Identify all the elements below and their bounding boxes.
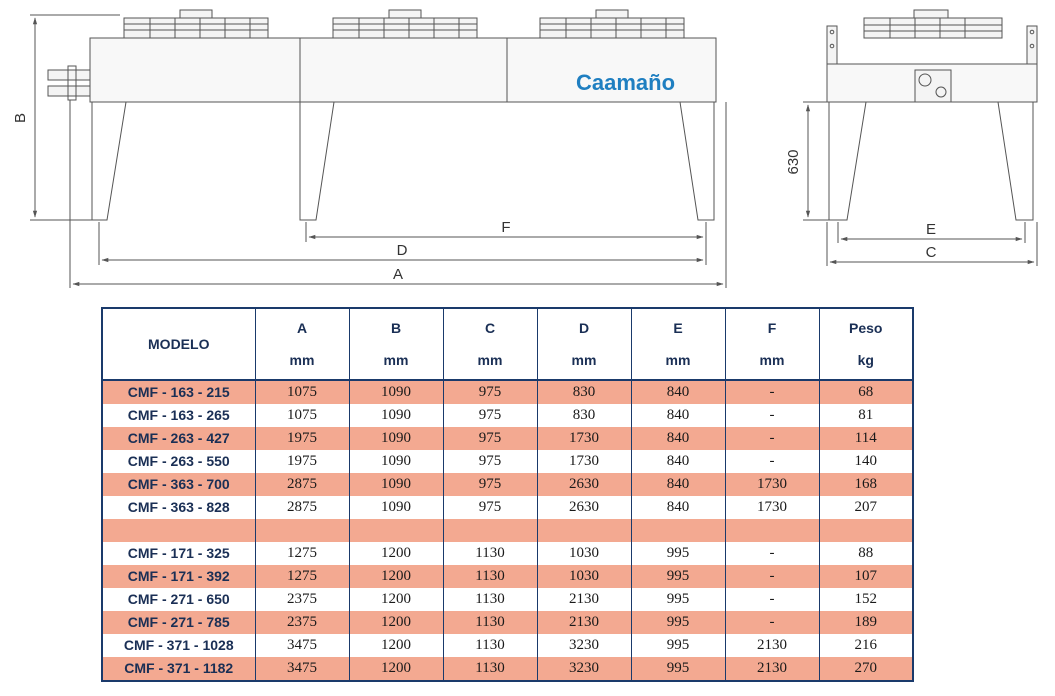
value-cell: 830	[537, 404, 631, 427]
value-cell: 1730	[725, 473, 819, 496]
leg	[92, 102, 126, 220]
header-label: C	[484, 320, 496, 336]
side-view	[803, 10, 1037, 266]
value-cell: 2630	[537, 473, 631, 496]
value-cell: 1130	[443, 565, 537, 588]
value-cell: 1200	[349, 565, 443, 588]
value-cell: 168	[819, 473, 913, 496]
header-b	[349, 308, 443, 380]
table-body	[102, 380, 913, 681]
value-cell: 140	[819, 450, 913, 473]
dim-label-c: C	[925, 244, 937, 261]
value-cell	[631, 519, 725, 542]
value-cell: 830	[537, 380, 631, 404]
header-f	[725, 308, 819, 380]
value-cell	[819, 519, 913, 542]
brand-logo: Caamaño	[576, 70, 676, 95]
value-cell: 1030	[537, 565, 631, 588]
value-cell: 1130	[443, 588, 537, 611]
pipe-connection	[48, 86, 90, 96]
table-row	[102, 542, 913, 565]
header-peso	[819, 308, 913, 380]
header-label: MODELO	[148, 336, 210, 352]
value-cell: 2130	[537, 611, 631, 634]
value-cell	[537, 519, 631, 542]
value-cell	[725, 519, 819, 542]
table-row	[102, 496, 913, 519]
model-cell: CMF - 371 - 1182	[102, 657, 255, 681]
table-row	[102, 380, 913, 404]
header-unit: mm	[665, 352, 691, 368]
value-cell: 840	[631, 496, 725, 519]
value-cell: 995	[631, 634, 725, 657]
value-cell: 975	[443, 496, 537, 519]
header-unit: mm	[759, 352, 785, 368]
model-cell: CMF - 163 - 215	[102, 380, 255, 404]
value-cell: 2875	[255, 473, 349, 496]
value-cell: 995	[631, 565, 725, 588]
value-cell: 975	[443, 404, 537, 427]
value-cell: 68	[819, 380, 913, 404]
value-cell: 2130	[725, 634, 819, 657]
model-cell: CMF - 271 - 650	[102, 588, 255, 611]
value-cell: 1090	[349, 427, 443, 450]
value-cell: 975	[443, 427, 537, 450]
value-cell: 975	[443, 450, 537, 473]
value-cell	[349, 519, 443, 542]
value-cell: 81	[819, 404, 913, 427]
table-separator-row	[102, 519, 913, 542]
header-unit: mm	[289, 352, 315, 368]
value-cell: 2630	[537, 496, 631, 519]
value-cell: 189	[819, 611, 913, 634]
model-cell: CMF - 363 - 700	[102, 473, 255, 496]
header-label: Peso	[849, 320, 883, 336]
value-cell: 995	[631, 588, 725, 611]
leg	[680, 102, 714, 220]
value-cell: -	[725, 450, 819, 473]
value-cell: 207	[819, 496, 913, 519]
value-cell: -	[725, 565, 819, 588]
header-label: B	[390, 320, 402, 336]
header-e	[631, 308, 725, 380]
value-cell: 1730	[537, 427, 631, 450]
value-cell: 2875	[255, 496, 349, 519]
value-cell: 1075	[255, 380, 349, 404]
fan-guard	[333, 10, 477, 38]
header-unit: mm	[571, 352, 597, 368]
header-a	[255, 308, 349, 380]
value-cell: 1130	[443, 542, 537, 565]
value-cell: 1200	[349, 588, 443, 611]
table-row	[102, 565, 913, 588]
model-cell: CMF - 371 - 1028	[102, 634, 255, 657]
value-cell: -	[725, 588, 819, 611]
value-cell: 216	[819, 634, 913, 657]
table-header-row	[102, 308, 913, 380]
value-cell: 88	[819, 542, 913, 565]
value-cell: 2130	[725, 657, 819, 681]
value-cell: 2130	[537, 588, 631, 611]
table-row	[102, 427, 913, 450]
value-cell: 1200	[349, 611, 443, 634]
model-cell: CMF - 171 - 392	[102, 565, 255, 588]
dim-label-b: B	[12, 112, 29, 124]
value-cell: 152	[819, 588, 913, 611]
dim-label-e: E	[925, 221, 937, 238]
header-unit: mm	[383, 352, 409, 368]
value-cell: 3475	[255, 634, 349, 657]
table-row	[102, 588, 913, 611]
model-cell: CMF - 163 - 265	[102, 404, 255, 427]
value-cell: 1090	[349, 404, 443, 427]
value-cell: 3475	[255, 657, 349, 681]
value-cell: 3230	[537, 634, 631, 657]
value-cell: 3230	[537, 657, 631, 681]
model-cell	[102, 519, 255, 542]
table-row	[102, 611, 913, 634]
model-cell: CMF - 363 - 828	[102, 496, 255, 519]
value-cell: 840	[631, 450, 725, 473]
value-cell: 1275	[255, 565, 349, 588]
value-cell	[443, 519, 537, 542]
header-label: D	[578, 320, 590, 336]
spec-table	[101, 307, 914, 682]
value-cell: 1130	[443, 611, 537, 634]
fan-guard	[540, 10, 684, 38]
header-unit: kg	[857, 352, 874, 368]
value-cell	[255, 519, 349, 542]
value-cell: 1090	[349, 380, 443, 404]
value-cell: 270	[819, 657, 913, 681]
header-label: E	[673, 320, 683, 336]
leg	[998, 102, 1033, 220]
value-cell: 1200	[349, 634, 443, 657]
value-cell: -	[725, 542, 819, 565]
value-cell: 2375	[255, 588, 349, 611]
table-row	[102, 634, 913, 657]
table-row	[102, 657, 913, 681]
value-cell: 995	[631, 611, 725, 634]
leg	[829, 102, 866, 220]
value-cell: 975	[443, 473, 537, 496]
value-cell: 995	[631, 542, 725, 565]
header-modelo	[102, 308, 255, 380]
value-cell: 1730	[537, 450, 631, 473]
table-row	[102, 450, 913, 473]
dim-label-d: D	[396, 242, 408, 259]
dim-label-a: A	[392, 266, 404, 283]
value-cell: -	[725, 404, 819, 427]
table-row	[102, 473, 913, 496]
dim-label-f: F	[501, 219, 511, 236]
value-cell: 1130	[443, 634, 537, 657]
value-cell: 1975	[255, 427, 349, 450]
value-cell: 1130	[443, 657, 537, 681]
value-cell: 840	[631, 473, 725, 496]
value-cell: -	[725, 427, 819, 450]
technical-drawing	[0, 0, 1055, 300]
value-cell: 114	[819, 427, 913, 450]
value-cell: 1975	[255, 450, 349, 473]
value-cell: -	[725, 380, 819, 404]
model-cell: CMF - 263 - 427	[102, 427, 255, 450]
value-cell: 995	[631, 657, 725, 681]
pipe-connection	[48, 70, 90, 80]
header-d	[537, 308, 631, 380]
value-cell: 1030	[537, 542, 631, 565]
value-cell: 1090	[349, 473, 443, 496]
dim-label-630: 630	[785, 149, 802, 175]
value-cell: 840	[631, 404, 725, 427]
value-cell: 1075	[255, 404, 349, 427]
value-cell: 1200	[349, 542, 443, 565]
model-cell: CMF - 263 - 550	[102, 450, 255, 473]
model-cell: CMF - 171 - 325	[102, 542, 255, 565]
value-cell: 840	[631, 380, 725, 404]
leg	[300, 102, 334, 220]
value-cell: -	[725, 611, 819, 634]
value-cell: 1200	[349, 657, 443, 681]
header-c	[443, 308, 537, 380]
value-cell: 1730	[725, 496, 819, 519]
value-cell: 1275	[255, 542, 349, 565]
value-cell: 1090	[349, 496, 443, 519]
value-cell: 1090	[349, 450, 443, 473]
table-row	[102, 404, 913, 427]
model-cell: CMF - 271 - 785	[102, 611, 255, 634]
value-cell: 107	[819, 565, 913, 588]
value-cell: 840	[631, 427, 725, 450]
header-label: F	[767, 320, 777, 336]
fan-guard	[124, 10, 268, 38]
header-unit: mm	[477, 352, 503, 368]
value-cell: 2375	[255, 611, 349, 634]
front-view	[30, 10, 726, 288]
header-label: A	[296, 320, 308, 336]
value-cell: 975	[443, 380, 537, 404]
